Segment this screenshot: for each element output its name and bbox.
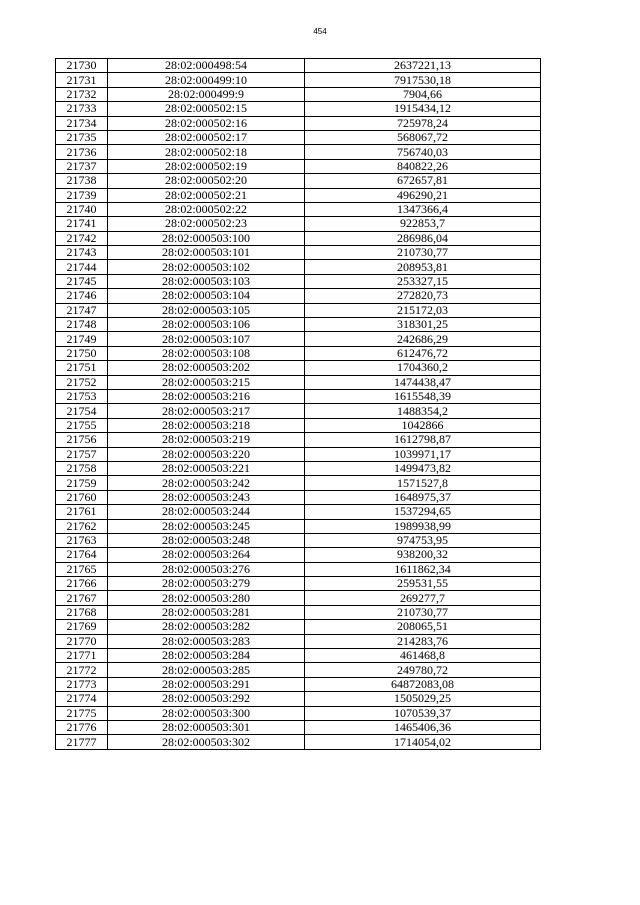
cadastral-number-cell: 28:02:000502:15: [108, 102, 305, 116]
table-row: [56, 274, 541, 288]
cadastral-number-cell: 28:02:000503:284: [108, 649, 305, 663]
cadastral-number-cell: 28:02:000503:108: [108, 346, 305, 360]
row-number-cell: 21771: [56, 649, 108, 663]
cadastral-number-cell: 28:02:000503:276: [108, 562, 305, 576]
row-number-cell: 21734: [56, 116, 108, 130]
cadastral-number-cell: 28:02:000503:219: [108, 433, 305, 447]
cadastral-value-cell: 253327,15: [305, 274, 541, 288]
cadastral-value-cell: 568067,72: [305, 130, 541, 144]
cadastral-number-cell: 28:02:000503:218: [108, 418, 305, 432]
cadastral-number-cell: 28:02:000503:215: [108, 375, 305, 389]
cadastral-value-cell: 210730,77: [305, 246, 541, 260]
cadastral-value-cell: 272820,73: [305, 289, 541, 303]
table-row: [56, 533, 541, 547]
row-number-cell: 21765: [56, 562, 108, 576]
cadastral-value-cell: 1474438,47: [305, 375, 541, 389]
cadastral-number-cell: 28:02:000503:300: [108, 706, 305, 720]
table-row: [56, 346, 541, 360]
row-number-cell: 21740: [56, 202, 108, 216]
cadastral-number-cell: 28:02:000503:105: [108, 303, 305, 317]
cadastral-value-cell: 612476,72: [305, 346, 541, 360]
cadastral-value-cell: 208065,51: [305, 620, 541, 634]
row-number-cell: 21762: [56, 519, 108, 533]
row-number-cell: 21750: [56, 346, 108, 360]
cadastral-value-cell: 1611862,34: [305, 562, 541, 576]
row-number-cell: 21756: [56, 433, 108, 447]
table-row: [56, 418, 541, 432]
cadastral-number-cell: 28:02:000502:22: [108, 202, 305, 216]
cadastral-value-cell: 7904,66: [305, 87, 541, 101]
row-number-cell: 21754: [56, 404, 108, 418]
cadastral-number-cell: 28:02:000503:217: [108, 404, 305, 418]
cadastral-value-cell: 318301,25: [305, 318, 541, 332]
row-number-cell: 21733: [56, 102, 108, 116]
cadastral-number-cell: 28:02:000503:103: [108, 274, 305, 288]
cadastral-number-cell: 28:02:000503:101: [108, 246, 305, 260]
row-number-cell: 21755: [56, 418, 108, 432]
cadastral-number-cell: 28:02:000503:281: [108, 605, 305, 619]
table-row: [56, 735, 541, 749]
cadastral-number-cell: 28:02:000499:10: [108, 73, 305, 87]
table-row: [56, 145, 541, 159]
cadastral-value-cell: 840822,26: [305, 159, 541, 173]
row-number-cell: 21769: [56, 620, 108, 634]
row-number-cell: 21777: [56, 735, 108, 749]
table-row: [56, 404, 541, 418]
cadastral-value-cell: 259531,55: [305, 577, 541, 591]
table-row: [56, 159, 541, 173]
table-row: [56, 447, 541, 461]
cadastral-value-cell: 1042866: [305, 418, 541, 432]
cadastral-number-cell: 28:02:000503:245: [108, 519, 305, 533]
cadastral-value-cell: 1648975,37: [305, 490, 541, 504]
cadastral-value-cell: 215172,03: [305, 303, 541, 317]
table-row: [56, 174, 541, 188]
cadastral-number-cell: 28:02:000502:17: [108, 130, 305, 144]
table-row: [56, 303, 541, 317]
row-number-cell: 21744: [56, 260, 108, 274]
cadastral-number-cell: 28:02:000503:216: [108, 389, 305, 403]
table-row: [56, 332, 541, 346]
cadastral-number-cell: 28:02:000503:292: [108, 692, 305, 706]
table-row: [56, 476, 541, 490]
cadastral-number-cell: 28:02:000502:19: [108, 159, 305, 173]
row-number-cell: 21745: [56, 274, 108, 288]
cadastral-value-cell: 496290,21: [305, 188, 541, 202]
row-number-cell: 21749: [56, 332, 108, 346]
row-number-cell: 21730: [56, 59, 108, 73]
table-row: [56, 318, 541, 332]
cadastral-value-cell: 1499473,82: [305, 461, 541, 475]
table-row: [56, 706, 541, 720]
row-number-cell: 21753: [56, 389, 108, 403]
table-row: [56, 620, 541, 634]
cadastral-value-cell: 1615548,39: [305, 389, 541, 403]
table-row: [56, 562, 541, 576]
row-number-cell: 21768: [56, 605, 108, 619]
table-row: [56, 289, 541, 303]
table-row: [56, 649, 541, 663]
cadastral-number-cell: 28:02:000503:282: [108, 620, 305, 634]
table-body: [56, 59, 541, 750]
cadastral-value-cell: 214283,76: [305, 634, 541, 648]
table-row: [56, 73, 541, 87]
cadastral-number-cell: 28:02:000503:291: [108, 677, 305, 691]
table-row: [56, 202, 541, 216]
cadastral-value-cell: 249780,72: [305, 663, 541, 677]
cadastral-value-cell: 64872083,08: [305, 677, 541, 691]
cadastral-value-cell: 269277,7: [305, 591, 541, 605]
row-number-cell: 21760: [56, 490, 108, 504]
table-row: [56, 461, 541, 475]
row-number-cell: 21736: [56, 145, 108, 159]
table-row: [56, 720, 541, 734]
cadastral-value-cell: 1505029,25: [305, 692, 541, 706]
row-number-cell: 21737: [56, 159, 108, 173]
cadastral-value-cell: 1039971,17: [305, 447, 541, 461]
table-row: [56, 577, 541, 591]
table-row: [56, 116, 541, 130]
cadastral-value-cell: 1488354,2: [305, 404, 541, 418]
table-row: [56, 548, 541, 562]
cadastral-number-cell: 28:02:000503:106: [108, 318, 305, 332]
row-number-cell: 21741: [56, 217, 108, 231]
table-row: [56, 361, 541, 375]
row-number-cell: 21752: [56, 375, 108, 389]
table-row: [56, 692, 541, 706]
cadastral-number-cell: 28:02:000502:23: [108, 217, 305, 231]
row-number-cell: 21746: [56, 289, 108, 303]
row-number-cell: 21776: [56, 720, 108, 734]
cadastral-number-cell: 28:02:000503:302: [108, 735, 305, 749]
row-number-cell: 21761: [56, 505, 108, 519]
table-row: [56, 663, 541, 677]
table-row: [56, 490, 541, 504]
table-row: [56, 87, 541, 101]
row-number-cell: 21743: [56, 246, 108, 260]
cadastral-value-cell: 210730,77: [305, 605, 541, 619]
cadastral-value-cell: 286986,04: [305, 231, 541, 245]
cadastral-value-table: [55, 58, 541, 750]
row-number-cell: 21735: [56, 130, 108, 144]
row-number-cell: 21748: [56, 318, 108, 332]
cadastral-number-cell: 28:02:000503:107: [108, 332, 305, 346]
table-row: [56, 246, 541, 260]
table-row: [56, 433, 541, 447]
row-number-cell: 21759: [56, 476, 108, 490]
cadastral-value-cell: 672657,81: [305, 174, 541, 188]
cadastral-number-cell: 28:02:000503:243: [108, 490, 305, 504]
cadastral-value-cell: 2637221,13: [305, 59, 541, 73]
cadastral-value-cell: 1612798,87: [305, 433, 541, 447]
cadastral-value-cell: 974753,95: [305, 533, 541, 547]
cadastral-number-cell: 28:02:000502:20: [108, 174, 305, 188]
row-number-cell: 21758: [56, 461, 108, 475]
table-row: [56, 389, 541, 403]
cadastral-value-cell: 1714054,02: [305, 735, 541, 749]
table-row: [56, 375, 541, 389]
row-number-cell: 21766: [56, 577, 108, 591]
row-number-cell: 21732: [56, 87, 108, 101]
table-row: [56, 59, 541, 73]
cadastral-value-cell: 208953,81: [305, 260, 541, 274]
row-number-cell: 21751: [56, 361, 108, 375]
cadastral-number-cell: 28:02:000502:18: [108, 145, 305, 159]
cadastral-number-cell: 28:02:000503:264: [108, 548, 305, 562]
cadastral-number-cell: 28:02:000503:279: [108, 577, 305, 591]
table-row: [56, 217, 541, 231]
table-row: [56, 231, 541, 245]
row-number-cell: 21774: [56, 692, 108, 706]
cadastral-number-cell: 28:02:000503:283: [108, 634, 305, 648]
table-row: [56, 188, 541, 202]
cadastral-number-cell: 28:02:000502:16: [108, 116, 305, 130]
cadastral-number-cell: 28:02:000503:301: [108, 720, 305, 734]
cadastral-number-cell: 28:02:000499:9: [108, 87, 305, 101]
table-row: [56, 677, 541, 691]
row-number-cell: 21731: [56, 73, 108, 87]
cadastral-value-cell: 7917530,18: [305, 73, 541, 87]
row-number-cell: 21757: [56, 447, 108, 461]
table-row: [56, 102, 541, 116]
cadastral-number-cell: 28:02:000503:220: [108, 447, 305, 461]
row-number-cell: 21775: [56, 706, 108, 720]
table-row: [56, 634, 541, 648]
table-row: [56, 591, 541, 605]
cadastral-number-cell: 28:02:000503:244: [108, 505, 305, 519]
cadastral-value-cell: 1465406,36: [305, 720, 541, 734]
row-number-cell: 21773: [56, 677, 108, 691]
row-number-cell: 21767: [56, 591, 108, 605]
cadastral-value-cell: 1347366,4: [305, 202, 541, 216]
cadastral-number-cell: 28:02:000503:104: [108, 289, 305, 303]
cadastral-number-cell: 28:02:000503:242: [108, 476, 305, 490]
cadastral-value-cell: 938200,32: [305, 548, 541, 562]
cadastral-number-cell: 28:02:000503:285: [108, 663, 305, 677]
row-number-cell: 21764: [56, 548, 108, 562]
cadastral-value-cell: 756740,03: [305, 145, 541, 159]
table-row: [56, 519, 541, 533]
cadastral-value-cell: 1070539,37: [305, 706, 541, 720]
cadastral-number-cell: 28:02:000503:102: [108, 260, 305, 274]
cadastral-value-cell: 1537294,65: [305, 505, 541, 519]
cadastral-value-cell: 1571527,8: [305, 476, 541, 490]
cadastral-number-cell: 28:02:000503:221: [108, 461, 305, 475]
row-number-cell: 21747: [56, 303, 108, 317]
row-number-cell: 21742: [56, 231, 108, 245]
cadastral-number-cell: 28:02:000502:21: [108, 188, 305, 202]
cadastral-value-cell: 1915434,12: [305, 102, 541, 116]
cadastral-value-cell: 922853,7: [305, 217, 541, 231]
page-number: 454: [313, 27, 327, 36]
table-row: [56, 505, 541, 519]
cadastral-value-cell: 461468,8: [305, 649, 541, 663]
cadastral-number-cell: 28:02:000498:54: [108, 59, 305, 73]
cadastral-number-cell: 28:02:000503:280: [108, 591, 305, 605]
table-row: [56, 130, 541, 144]
cadastral-number-cell: 28:02:000503:202: [108, 361, 305, 375]
row-number-cell: 21739: [56, 188, 108, 202]
row-number-cell: 21770: [56, 634, 108, 648]
cadastral-value-cell: 242686,29: [305, 332, 541, 346]
cadastral-value-cell: 1989938,99: [305, 519, 541, 533]
cadastral-number-cell: 28:02:000503:100: [108, 231, 305, 245]
row-number-cell: 21763: [56, 533, 108, 547]
table-row: [56, 605, 541, 619]
table-row: [56, 260, 541, 274]
row-number-cell: 21772: [56, 663, 108, 677]
cadastral-number-cell: 28:02:000503:248: [108, 533, 305, 547]
cadastral-value-cell: 725978,24: [305, 116, 541, 130]
cadastral-value-cell: 1704360,2: [305, 361, 541, 375]
row-number-cell: 21738: [56, 174, 108, 188]
